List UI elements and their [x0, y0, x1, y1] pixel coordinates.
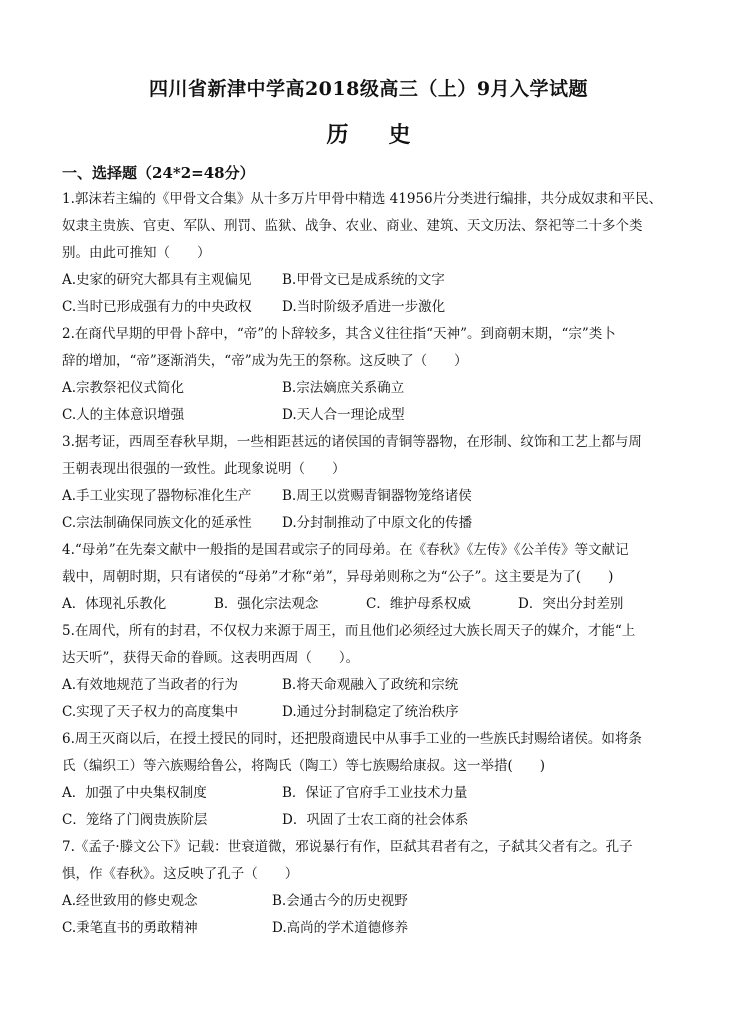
option-row — [62, 591, 682, 618]
option-b: B.宗法嫡庶关系确立 — [282, 380, 405, 396]
option-b: B．强化宗法观念 — [214, 596, 319, 612]
section-heading: 一、选择题（24*2=48分） — [62, 164, 255, 182]
option-row — [62, 294, 682, 321]
option-a: A．加强了中央集权制度 — [62, 785, 207, 801]
question-stem-line: 5.在周代，所有的封君，不仅权力来源于周王，而且他们必须经过大族长周天子的媒介，才能“上 — [62, 623, 636, 639]
question-list — [62, 186, 682, 942]
option-d: D.分封制推动了中原文化的传播 — [282, 515, 473, 531]
option-a: A.经世致用的修史观念 — [62, 893, 198, 909]
question-stem-line: 辞的增加，“帝”逐渐消失，“帝”成为先王的祭称。这反映了（ ） — [62, 353, 468, 369]
question-stem-line: 达天听”，获得天命的眷顾。这表明西周（ ）。 — [62, 650, 360, 666]
option-c: C.秉笔直书的勇敢精神 — [62, 920, 198, 936]
option-row — [62, 915, 682, 942]
option-b: B.甲骨文已是成系统的文字 — [282, 272, 445, 288]
option-row — [62, 375, 682, 402]
option-row — [62, 888, 682, 915]
option-row — [62, 807, 682, 834]
question-stem-line: 别。由此可推知（ ） — [62, 245, 211, 261]
option-d: D.通过分封制稳定了统治秩序 — [282, 704, 459, 720]
option-b: B.会通古今的历史视野 — [272, 893, 408, 909]
option-d: D.天人合一理论成型 — [282, 407, 405, 423]
question-stem-line: 7.《孟子·滕文公下》记载：世衰道微，邪说暴行有作，臣弑其君者有之，子弑其父者有之。孔子 — [62, 839, 633, 855]
question-stem-line: 6.周王灭商以后，在授土授民的同时，还把殷商遗民中从事手工业的一些族氏封赐给诸侯。如将条 — [62, 731, 642, 747]
option-c: C.宗法制确保同族文化的延承性 — [62, 515, 252, 531]
question-6 — [62, 726, 682, 834]
question-3 — [62, 429, 682, 537]
option-c: C.人的主体意识增强 — [62, 407, 185, 423]
option-d: D．突出分封差别 — [518, 596, 624, 612]
question-stem-line: 氏（编织工）等六族赐给鲁公，将陶氏（陶工）等七族赐给康叔。这一举措( ) — [62, 758, 546, 774]
question-stem-line: 王朝表现出很强的一致性。此现象说明（ ） — [62, 461, 346, 477]
option-c: C.当时已形成强有力的中央政权 — [62, 299, 252, 315]
option-row — [62, 267, 682, 294]
question-stem-line: 载中，周朝时期，只有诸侯的“母弟”才称“弟”，异母弟则称之为“公子”。这主要是为了( ) — [62, 569, 614, 585]
option-d: D.高尚的学术道德修养 — [272, 920, 409, 936]
option-row — [62, 672, 682, 699]
option-a: A.手工业实现了器物标准化生产 — [62, 488, 252, 504]
option-b: B．保证了官府手工业技术力量 — [282, 785, 468, 801]
question-4 — [62, 537, 682, 618]
question-5 — [62, 618, 682, 726]
option-d: D．巩固了士农工商的社会体系 — [282, 812, 469, 828]
option-row — [62, 510, 682, 537]
option-a: A.宗教祭祀仪式简化 — [62, 380, 185, 396]
option-b: B.将天命观融入了政统和宗统 — [282, 677, 459, 693]
option-row — [62, 483, 682, 510]
question-stem-line: 奴隶主贵族、官吏、军队、刑罚、监狱、战争、农业、商业、建筑、天文历法、祭祀等二十多个类 — [62, 218, 643, 234]
question-7 — [62, 834, 682, 942]
option-a: A．体现礼乐教化 — [62, 596, 167, 612]
question-stem-line: 4.“母弟”在先秦文献中一般指的是国君或宗子的同母弟。在《春秋》《左传》《公羊传》等文献记 — [62, 542, 629, 558]
option-row — [62, 699, 682, 726]
option-c: C．笼络了门阀贵族阶层 — [62, 812, 208, 828]
question-stem-line: 3.据考证，西周至春秋早期，一些相距甚远的诸侯国的青铜等器物，在形制、纹饰和工艺上都与周 — [62, 434, 642, 450]
option-d: D.当时阶级矛盾进一步激化 — [282, 299, 446, 315]
option-row — [62, 402, 682, 429]
question-stem-line: 惧，作《春秋》。这反映了孔子（ ） — [62, 866, 299, 882]
option-a: A.有效地规范了当政者的行为 — [62, 677, 239, 693]
question-stem-line: 1.郭沫若主编的《甲骨文合集》从十多万片甲骨中精选 41956片分类进行编排，共分成奴隶和平民、 — [62, 191, 663, 207]
option-row — [62, 780, 682, 807]
option-b: B.周王以赏赐青铜器物笼络诸侯 — [282, 488, 472, 504]
exam-title: 四川省新津中学高2018级高三（上）9月入学试题 — [148, 78, 589, 100]
option-c: C．维护母系权威 — [366, 596, 471, 612]
question-stem-line: 2.在商代早期的甲骨卜辞中，“帝”的卜辞较多，其含义往往指“天神”。到商朝末期，“宗”类卜 — [62, 326, 616, 342]
question-1 — [62, 186, 682, 321]
subject-title: 历史 — [326, 122, 451, 148]
question-2 — [62, 321, 682, 429]
option-c: C.实现了天子权力的高度集中 — [62, 704, 239, 720]
option-a: A.史家的研究大都具有主观偏见 — [62, 272, 252, 288]
